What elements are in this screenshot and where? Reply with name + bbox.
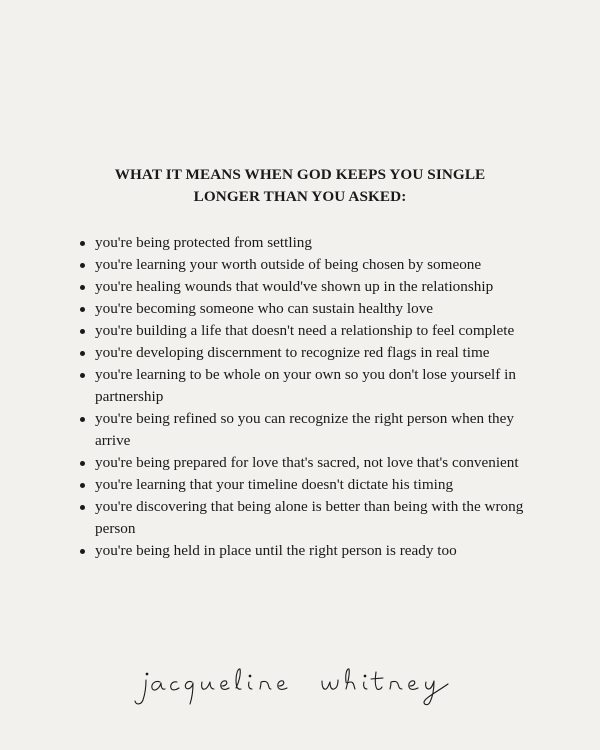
page-title	[0, 164, 600, 208]
bullet-list	[78, 232, 548, 562]
list-item: you're building a life that doesn't need a relationship to feel complete	[78, 320, 548, 342]
list-item: you're learning that your timeline doesn't dictate his timing	[78, 474, 548, 496]
list-item: you're being protected from settling	[78, 232, 548, 254]
list-item: you're becoming someone who can sustain healthy love	[78, 298, 548, 320]
title-line-2: LONGER THAN YOU ASKED:	[193, 188, 407, 205]
list-item: you're being prepared for love that's sacred, not love that's convenient	[78, 452, 548, 474]
list-item: you're learning to be whole on your own so you don't lose yourself in partnership	[78, 364, 548, 408]
list-item: you're discovering that being alone is better than being with the wrong person	[78, 496, 548, 540]
title-line-1: WHAT IT MEANS WHEN GOD KEEPS YOU SINGLE	[114, 166, 486, 183]
list-item: you're being held in place until the right person is ready too	[78, 540, 548, 562]
list-item: you're being refined so you can recognize the right person when they arrive	[78, 408, 548, 452]
list-item: you're learning your worth outside of being chosen by someone	[78, 254, 548, 276]
list-item: you're healing wounds that would've shown up in the relationship	[78, 276, 548, 298]
handwritten-signature	[130, 662, 470, 708]
list-item: you're developing discernment to recognize red flags in real time	[78, 342, 548, 364]
